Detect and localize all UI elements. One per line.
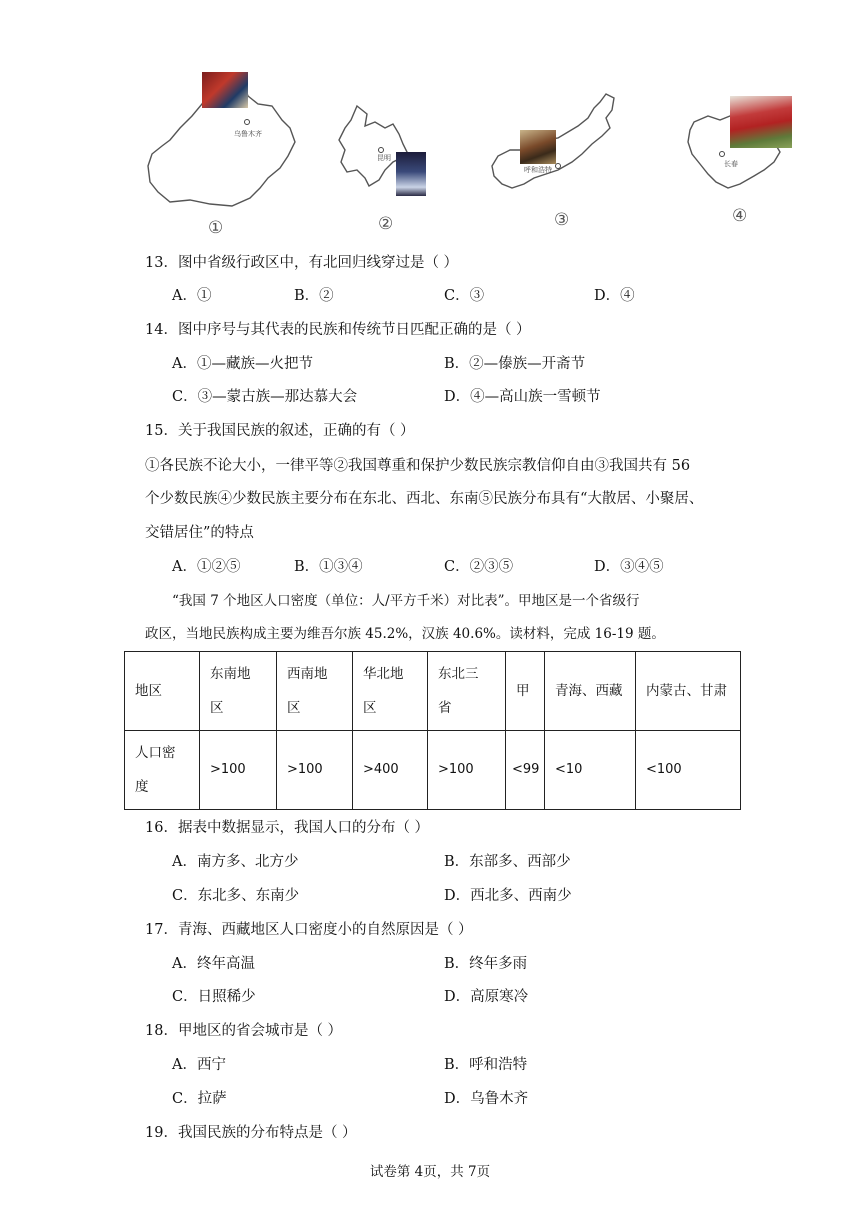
table-cell: 人口密 度 <box>125 731 200 810</box>
question-15-body: ①各民族不论大小，一律平等②我国尊重和保护少数民族宗教信仰自由③我国共有 56 <box>145 458 691 474</box>
question-13-stem: 13．图中省级行政区中，有北回归线穿过是（ ） <box>145 255 459 271</box>
question-19-stem: 19．我国民族的分布特点是（ ） <box>145 1125 357 1141</box>
q15-option-c[interactable]: C．②③⑤ <box>444 559 514 575</box>
question-14-stem: 14．图中序号与其代表的民族和传统节日匹配正确的是（ ） <box>145 322 531 338</box>
q15-option-a[interactable]: A．①②⑤ <box>172 559 241 575</box>
table-cell: 东北三 省 <box>428 652 506 731</box>
q18-option-c[interactable]: C．拉萨 <box>172 1091 227 1107</box>
city-label: 昆明 <box>377 154 391 162</box>
q13-option-d[interactable]: D．④ <box>594 288 635 304</box>
table-cell: 地区 <box>125 652 200 731</box>
question-15-body: 个少数民族④少数民族主要分布在东北、西北、东南⑤民族分布具有“大散居、小聚居、 <box>145 491 704 507</box>
table-cell: 东南地 区 <box>200 652 277 731</box>
city-label: 乌鲁木齐 <box>234 130 262 138</box>
q13-option-a[interactable]: A．① <box>172 288 212 304</box>
q16-option-c[interactable]: C．东北多、东南少 <box>172 888 300 904</box>
table-cell: <99 <box>506 731 545 810</box>
table-cell: >100 <box>428 731 506 810</box>
table-cell: 西南地 区 <box>277 652 353 731</box>
ethnic-photo <box>396 152 426 196</box>
q15-option-d[interactable]: D．③④⑤ <box>594 559 664 575</box>
ethnic-photo <box>730 96 792 148</box>
table-cell: 青海、西藏 <box>545 652 636 731</box>
q14-option-a[interactable]: A．①—藏族—火把节 <box>172 356 313 372</box>
table-cell: 华北地 区 <box>353 652 428 731</box>
q18-option-b[interactable]: B．呼和浩特 <box>444 1057 528 1073</box>
map-number-label: ④ <box>732 206 748 226</box>
material-text: “我国 7 个地区人口密度（单位：人/平方千米）对比表”。甲地区是一个省级行 <box>172 593 640 609</box>
table-cell: <100 <box>636 731 741 810</box>
page-footer: 试卷第 4页，共 7页 <box>369 1164 491 1180</box>
map-number-label: ② <box>378 214 394 234</box>
table-header-row <box>125 652 741 731</box>
q18-option-a[interactable]: A．西宁 <box>172 1057 226 1073</box>
q13-option-b[interactable]: B．② <box>294 288 334 304</box>
table-cell: 内蒙古、甘肃 <box>636 652 741 731</box>
q13-option-c[interactable]: C．③ <box>444 288 485 304</box>
question-16-stem: 16．据表中数据显示，我国人口的分布（ ） <box>145 820 430 836</box>
q14-option-d[interactable]: D．④—高山族一雪顿节 <box>444 389 601 405</box>
q16-option-b[interactable]: B．东部多、西部少 <box>444 854 571 870</box>
table-cell: >400 <box>353 731 428 810</box>
q16-option-d[interactable]: D．西北多、西南少 <box>444 888 572 904</box>
map-number-label: ③ <box>554 210 570 230</box>
q17-option-b[interactable]: B．终年多雨 <box>444 956 528 972</box>
q14-option-c[interactable]: C．③—蒙古族—那达慕大会 <box>172 389 358 405</box>
map-number-label: ① <box>208 218 224 238</box>
q17-option-c[interactable]: C．日照稀少 <box>172 989 256 1005</box>
question-18-stem: 18．甲地区的省会城市是（ ） <box>145 1023 343 1039</box>
table-cell: >100 <box>277 731 353 810</box>
table-cell: >100 <box>200 731 277 810</box>
q17-option-a[interactable]: A．终年高温 <box>172 956 255 972</box>
table-row <box>125 731 741 810</box>
table-cell: 甲 <box>506 652 545 731</box>
question-15-body: 交错居住”的特点 <box>145 525 254 541</box>
city-label: 长春 <box>724 160 738 168</box>
table-cell: <10 <box>545 731 636 810</box>
ethnic-photo <box>202 72 248 108</box>
question-17-stem: 17．青海、西藏地区人口密度小的自然原因是（ ） <box>145 922 473 938</box>
q17-option-d[interactable]: D．高原寒冷 <box>444 989 529 1005</box>
q18-option-d[interactable]: D．乌鲁木齐 <box>444 1091 529 1107</box>
city-label: 呼和浩特 <box>524 166 552 174</box>
map-inner-mongolia <box>488 88 638 198</box>
material-text: 政区，当地民族构成主要为维吾尔族 45.2%，汉族 40.6%。读材料，完成 16-19 题。 <box>145 626 665 642</box>
ethnic-photo <box>520 130 556 164</box>
q15-option-b[interactable]: B．①③④ <box>294 559 363 575</box>
question-15-stem: 15．关于我国民族的叙述，正确的有（ ） <box>145 423 415 439</box>
q14-option-b[interactable]: B．②—傣族—开斋节 <box>444 356 586 372</box>
q16-option-a[interactable]: A．南方多、北方少 <box>172 854 299 870</box>
population-density-table <box>124 651 741 810</box>
